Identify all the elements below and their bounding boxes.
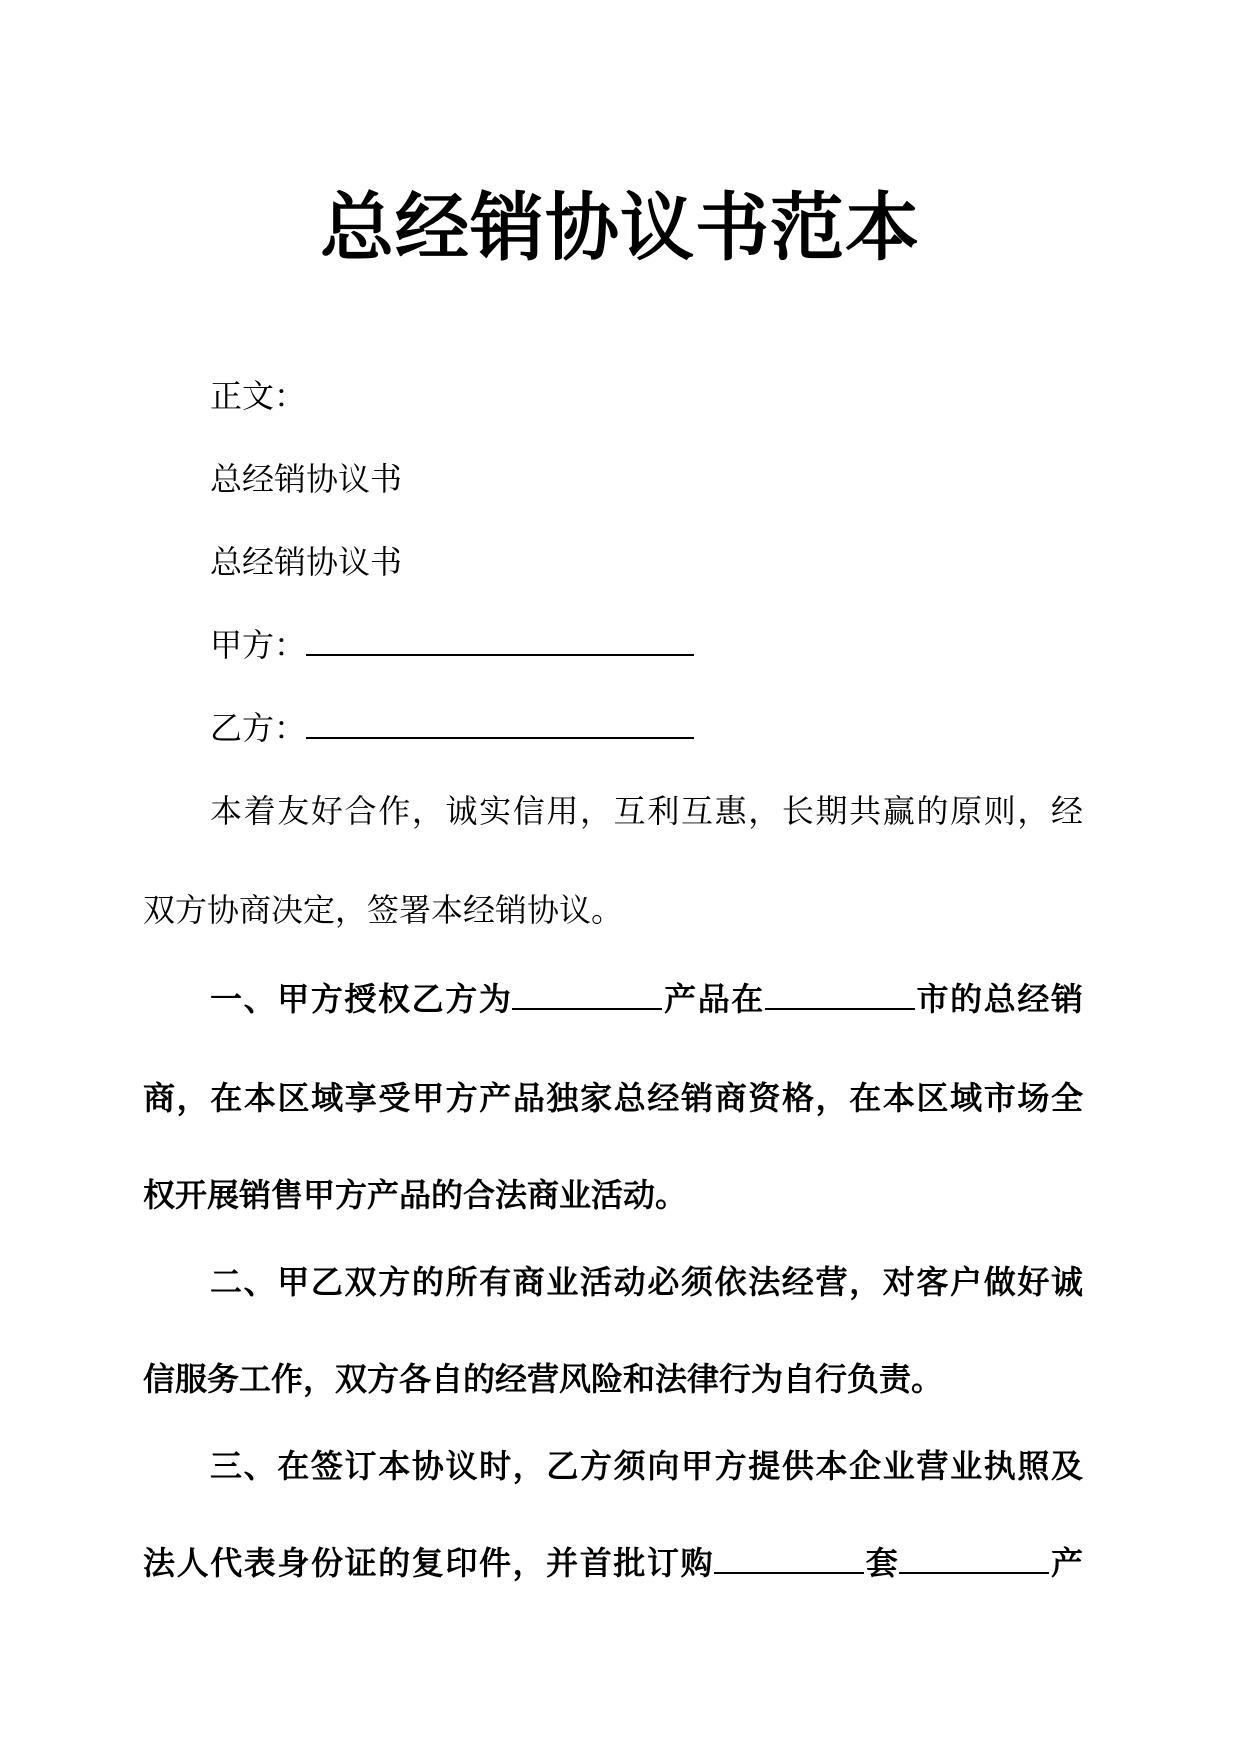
clause-3-quantity-blank[interactable] bbox=[714, 1538, 864, 1574]
body-heading-label: 正文： bbox=[210, 377, 307, 415]
agreement-subtitle-2: 总经销协议书 bbox=[210, 543, 403, 581]
clause-3-line-2 bbox=[143, 1538, 1083, 1588]
clause-1-text-c: 市的总经销 bbox=[914, 980, 1083, 1018]
clause-1-product-blank[interactable] bbox=[512, 974, 662, 1010]
clause-3-text-c: 产 bbox=[1049, 1544, 1083, 1582]
clause-1-line-2: 商，在本区域享受甲方产品独家总经销商资格，在本区域市场全 bbox=[143, 1079, 1083, 1117]
document-title: 总经销协议书范本 bbox=[320, 185, 920, 271]
clause-1-line-3: 权开展销售甲方产品的合法商业活动。 bbox=[143, 1176, 688, 1214]
party-a-line bbox=[210, 620, 1083, 670]
party-a-label: 甲方： bbox=[210, 626, 307, 664]
party-a-blank[interactable] bbox=[306, 620, 694, 656]
party-b-blank[interactable] bbox=[306, 703, 694, 739]
clause-2-line-2: 信服务工作，双方各自的经营风险和法律行为自行负责。 bbox=[143, 1360, 944, 1398]
clause-3-line-1: 三、在签订本协议时，乙方须向甲方提供本企业营业执照及 bbox=[210, 1447, 1083, 1485]
clause-3-text-b: 套 bbox=[864, 1544, 900, 1582]
clause-1-city-blank[interactable] bbox=[765, 974, 915, 1010]
intro-line-2: 双方协商决定，签署本经销协议。 bbox=[143, 891, 624, 929]
clause-3-product-blank[interactable] bbox=[899, 1538, 1049, 1574]
party-b-label: 乙方： bbox=[210, 709, 307, 747]
clause-1-text-b: 产品在 bbox=[662, 980, 765, 1018]
clause-1-line-1 bbox=[210, 974, 1083, 1024]
clause-3-text-a: 法人代表身份证的复印件，并首批订购 bbox=[143, 1544, 715, 1582]
clause-2-line-1: 二、甲乙双方的所有商业活动必须依法经营，对客户做好诚 bbox=[210, 1263, 1083, 1301]
party-b-line bbox=[210, 703, 1083, 753]
agreement-subtitle-1: 总经销协议书 bbox=[210, 460, 403, 498]
clause-1-text-a: 一、甲方授权乙方为 bbox=[210, 980, 513, 1018]
intro-line-1: 本着友好合作，诚实信用，互利互惠，长期共赢的原则，经 bbox=[210, 792, 1083, 830]
